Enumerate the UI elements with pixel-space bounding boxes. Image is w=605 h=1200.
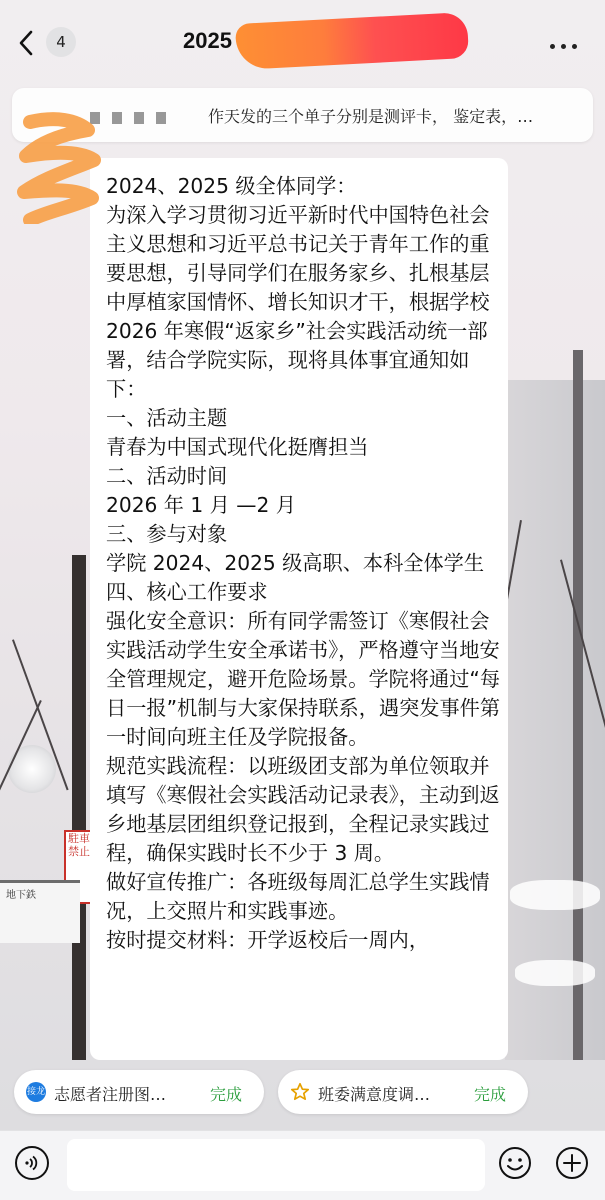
background-station-sign bbox=[0, 880, 80, 943]
message-line: 为深入学习贯彻习近平新时代中国特色社会主义思想和习近平总书记关于青年工作的重要思想，引导同学们在服务家乡、扎根基层中厚植家国情怀、增长知识才干，根据学校 2026 年寒假“返家乡”社会实践活动统一部署，结合学院实际，现将具体事宜通知如下： bbox=[106, 203, 490, 401]
message-bubble[interactable] bbox=[90, 158, 508, 1060]
back-button[interactable] bbox=[14, 28, 50, 58]
task-card-volunteer[interactable] bbox=[14, 1070, 264, 1114]
task-label: 班委满意度调… bbox=[318, 1085, 431, 1104]
message-text bbox=[106, 172, 502, 955]
background-building bbox=[505, 380, 605, 1060]
background-utility-pole bbox=[72, 555, 86, 1060]
more-dots-icon bbox=[572, 44, 577, 49]
pinned-message-text: 作天发的三个单子分别是测评卡， 鉴定表，… bbox=[208, 107, 534, 126]
message-input[interactable] bbox=[67, 1139, 485, 1191]
chat-title: 2025 bbox=[183, 28, 232, 53]
jielong-icon: 接龙 bbox=[26, 1082, 46, 1102]
task-card-survey[interactable] bbox=[278, 1070, 528, 1114]
background-parking-sign: 駐車禁止 bbox=[64, 830, 94, 904]
top-nav-bar bbox=[0, 0, 605, 86]
message-line: 学院 2024、2025 级高职、本科全体学生 bbox=[106, 551, 485, 575]
task-status: 完成 bbox=[210, 1085, 243, 1104]
message-line: 按时提交材料：开学返校后一周内， bbox=[106, 928, 430, 952]
message-line: 青春为中国式现代化挺膺担当 bbox=[106, 435, 369, 459]
plus-icon[interactable] bbox=[555, 1146, 589, 1180]
voice-icon bbox=[23, 1154, 41, 1172]
background-pole bbox=[573, 350, 583, 1060]
message-line: 二、活动时间 bbox=[106, 464, 228, 488]
task-status: 完成 bbox=[474, 1085, 507, 1104]
message-line: 一、活动主题 bbox=[106, 406, 228, 430]
voice-button[interactable] bbox=[15, 1146, 49, 1180]
message-line: 2024、2025 级全体同学： bbox=[106, 174, 357, 198]
chevron-left-icon bbox=[14, 28, 38, 58]
message-line: 强化安全意识：所有同学需签订《寒假社会实践活动学生安全承诺书》，严格遵守当地安全管理规定，避开危险场景。学院将通过“每日一报”机制与大家保持联系，遇突发事件第一时间向班主任及学院报备。 bbox=[106, 609, 501, 749]
message-line: 2026 年 1 月 —2 月 bbox=[106, 493, 296, 517]
emoji-icon[interactable] bbox=[498, 1146, 532, 1180]
pinned-sender-redacted bbox=[90, 109, 200, 123]
task-label: 志愿者注册图… bbox=[54, 1085, 167, 1104]
snow-patch bbox=[510, 880, 600, 910]
message-line: 做好宣传推广：各班级每周汇总学生实践情况，上交照片和实践事迹。 bbox=[106, 870, 490, 923]
snow-patch bbox=[515, 960, 595, 986]
more-button[interactable] bbox=[547, 34, 583, 52]
title-redaction bbox=[235, 12, 469, 70]
star-icon bbox=[290, 1082, 310, 1102]
message-input-bar bbox=[0, 1130, 605, 1200]
unread-count-badge[interactable]: 4 bbox=[46, 27, 76, 57]
message-line: 四、核心工作要求 bbox=[106, 580, 268, 604]
message-line: 三、参与对象 bbox=[106, 522, 228, 546]
station-label: 地下鉄 bbox=[6, 890, 36, 901]
avatar-redaction-scribble bbox=[16, 112, 102, 224]
message-line: 规范实践流程：以班级团支部为单位领取并填写《寒假社会实践活动记录表》，主动到返乡地基层团组织登记报到，全程记录实践过程，确保实践时长不少于 3 周。 bbox=[106, 754, 500, 865]
more-dots-icon bbox=[561, 44, 566, 49]
more-dots-icon bbox=[550, 44, 555, 49]
